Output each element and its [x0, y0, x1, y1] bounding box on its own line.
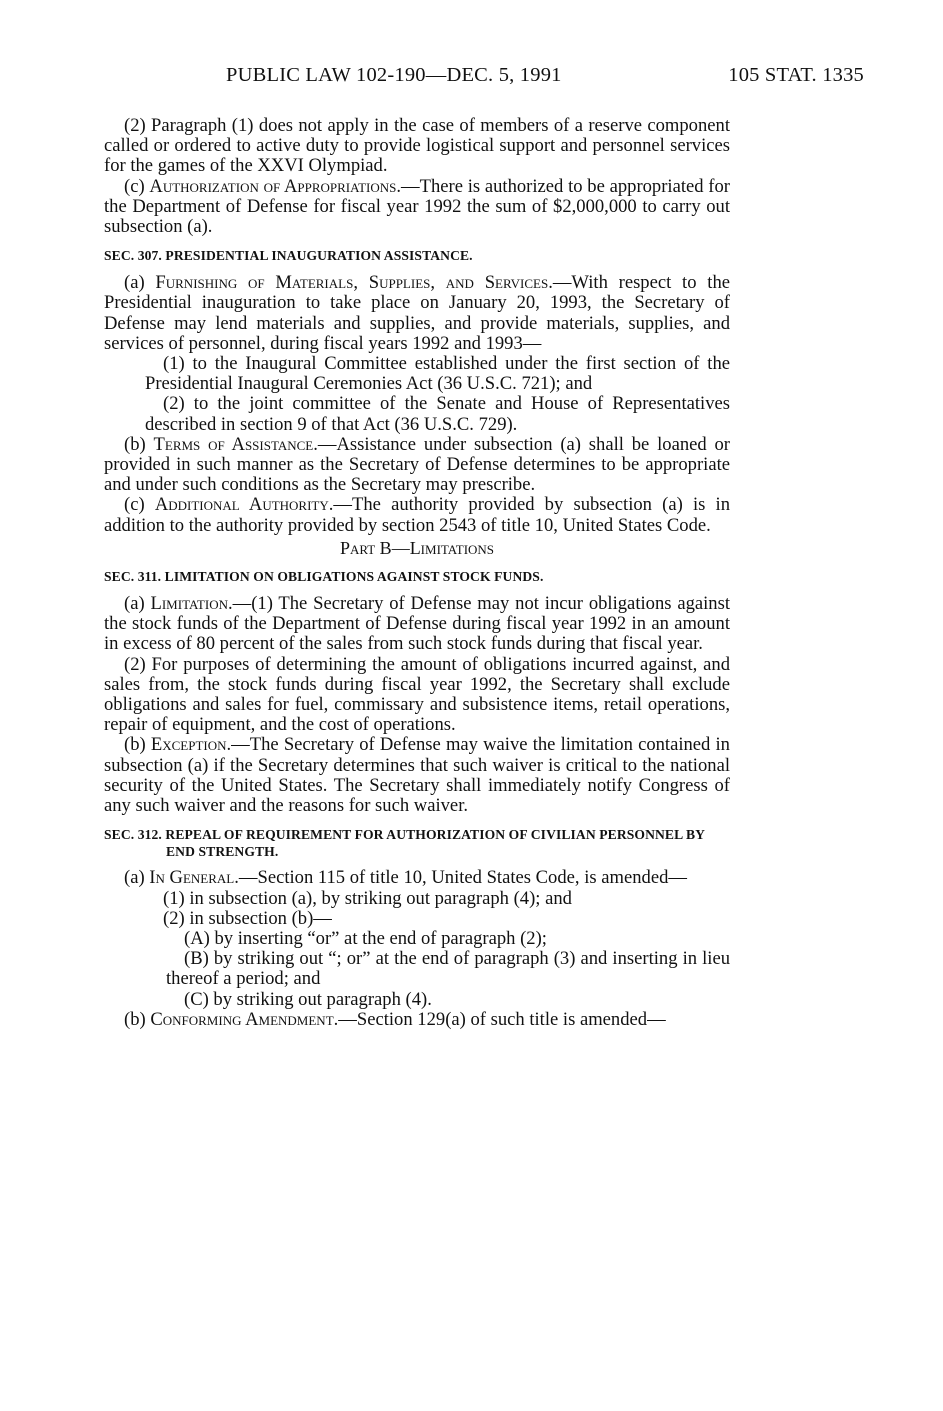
subsection-heading: Furnishing of Materials, Supplies, and Services: [155, 272, 549, 294]
paragraph: (b) Terms of Assistance.—Assistance under subsection (a) shall be loaned or provided in such manner as the Secretary of Defense determines to be appropriate and under such conditions as the Secretary may prescribe.: [104, 433, 730, 496]
paragraph: (2) For purposes of determining the amount of obligations incurred against, and sales from, the stock funds during fiscal year 1992, the Secretary shall exclude obligations and sales for fuel, commissary and subsistence items, retail operations, repair of equipment, and the cost of operations.: [104, 653, 730, 736]
subsection-heading: Conforming Amendment: [150, 1008, 334, 1030]
section-heading: SEC. 311. LIMITATION ON OBLIGATIONS AGAINST STOCK FUNDS.: [104, 569, 544, 585]
list-item: (A) by inserting “or” at the end of paragraph (2);: [184, 927, 547, 949]
paragraph: (c) Additional Authority.—The authority provided by subsection (a) is in addition to the authority provided by section 2543 of title 10, United States Code.: [104, 494, 730, 536]
paragraph: (c) Authorization of Appropriations.—There is authorized to be appropriated for the Department of Defense for fiscal year 1992 the sum of $2,000,000 to carry out subsection (a).: [104, 175, 730, 238]
subsection-heading: Additional Authority: [154, 494, 329, 516]
paragraph: (a) Limitation.—(1) The Secretary of Defense may not incur obligations against the stock funds of the Department of Defense during fiscal year 1992 in an amount in excess of 80 percent of the sales from such stock funds during that fiscal year.: [104, 593, 730, 655]
list-item: (C) by striking out paragraph (4).: [184, 988, 432, 1010]
paragraph: (b) Exception.—The Secretary of Defense may waive the limitation contained in subsection (a) if the Secretary determines that such waiver is critical to the national security of the United States. The Secretary shall immediately notify Congress of any such waiver and the reasons for such waiver.: [104, 734, 730, 817]
list-item: (1) to the Inaugural Committee established under the first section of the Presidential Inaugural Ceremonies Act (36 U.S.C. 721); and: [145, 353, 730, 395]
subsection-heading: Authorization of Appropriations: [149, 175, 397, 197]
paragraph: (a) Furnishing of Materials, Supplies, and Services.—With respect to the Presidential inauguration to take place on January 20, 1993, the Secretary of Defense may lend materials and supplies, and provide materials, supplies, and services of personnel, during fiscal years 1992 and 1993—: [104, 272, 730, 354]
list-item: (2) in subsection (b)—: [163, 907, 332, 929]
subsection-heading: Terms of Assistance: [153, 433, 314, 455]
header-title: PUBLIC LAW 102-190—DEC. 5, 1991: [226, 64, 562, 86]
section-heading: SEC. 307. PRESIDENTIAL INAUGURATION ASSISTANCE.: [104, 248, 473, 264]
header-page-number: 105 STAT. 1335: [728, 64, 864, 86]
subsection-heading: Limitation: [150, 593, 228, 615]
list-item: (B) by striking out “; or” at the end of paragraph (3) and inserting in lieu thereof a period; and: [166, 948, 730, 990]
subsection-heading: In General: [149, 867, 235, 889]
part-heading: Part B—Limitations: [339, 537, 495, 558]
section-heading: SEC. 312. REPEAL OF REQUIREMENT FOR AUTHORIZATION OF CIVILIAN PERSONNEL BY END STRENGTH.: [104, 827, 705, 860]
paragraph: (b) Conforming Amendment.—Section 129(a) of such title is amended—: [124, 1008, 666, 1030]
paragraph: (a) In General.—Section 115 of title 10, United States Code, is amended—: [124, 867, 687, 889]
subsection-heading: Exception: [150, 734, 227, 756]
list-item: (1) in subsection (a), by striking out paragraph (4); and: [163, 887, 572, 909]
paragraph: (2) Paragraph (1) does not apply in the case of members of a reserve component called or ordered to active duty to provide logistical support and personnel services for the games of the XXVI Olympiad.: [104, 115, 730, 177]
document-body: [104, 116, 730, 1030]
list-item: (2) to the joint committee of the Senate and House of Representatives described in section 9 of that Act (36 U.S.C. 729).: [145, 393, 730, 435]
